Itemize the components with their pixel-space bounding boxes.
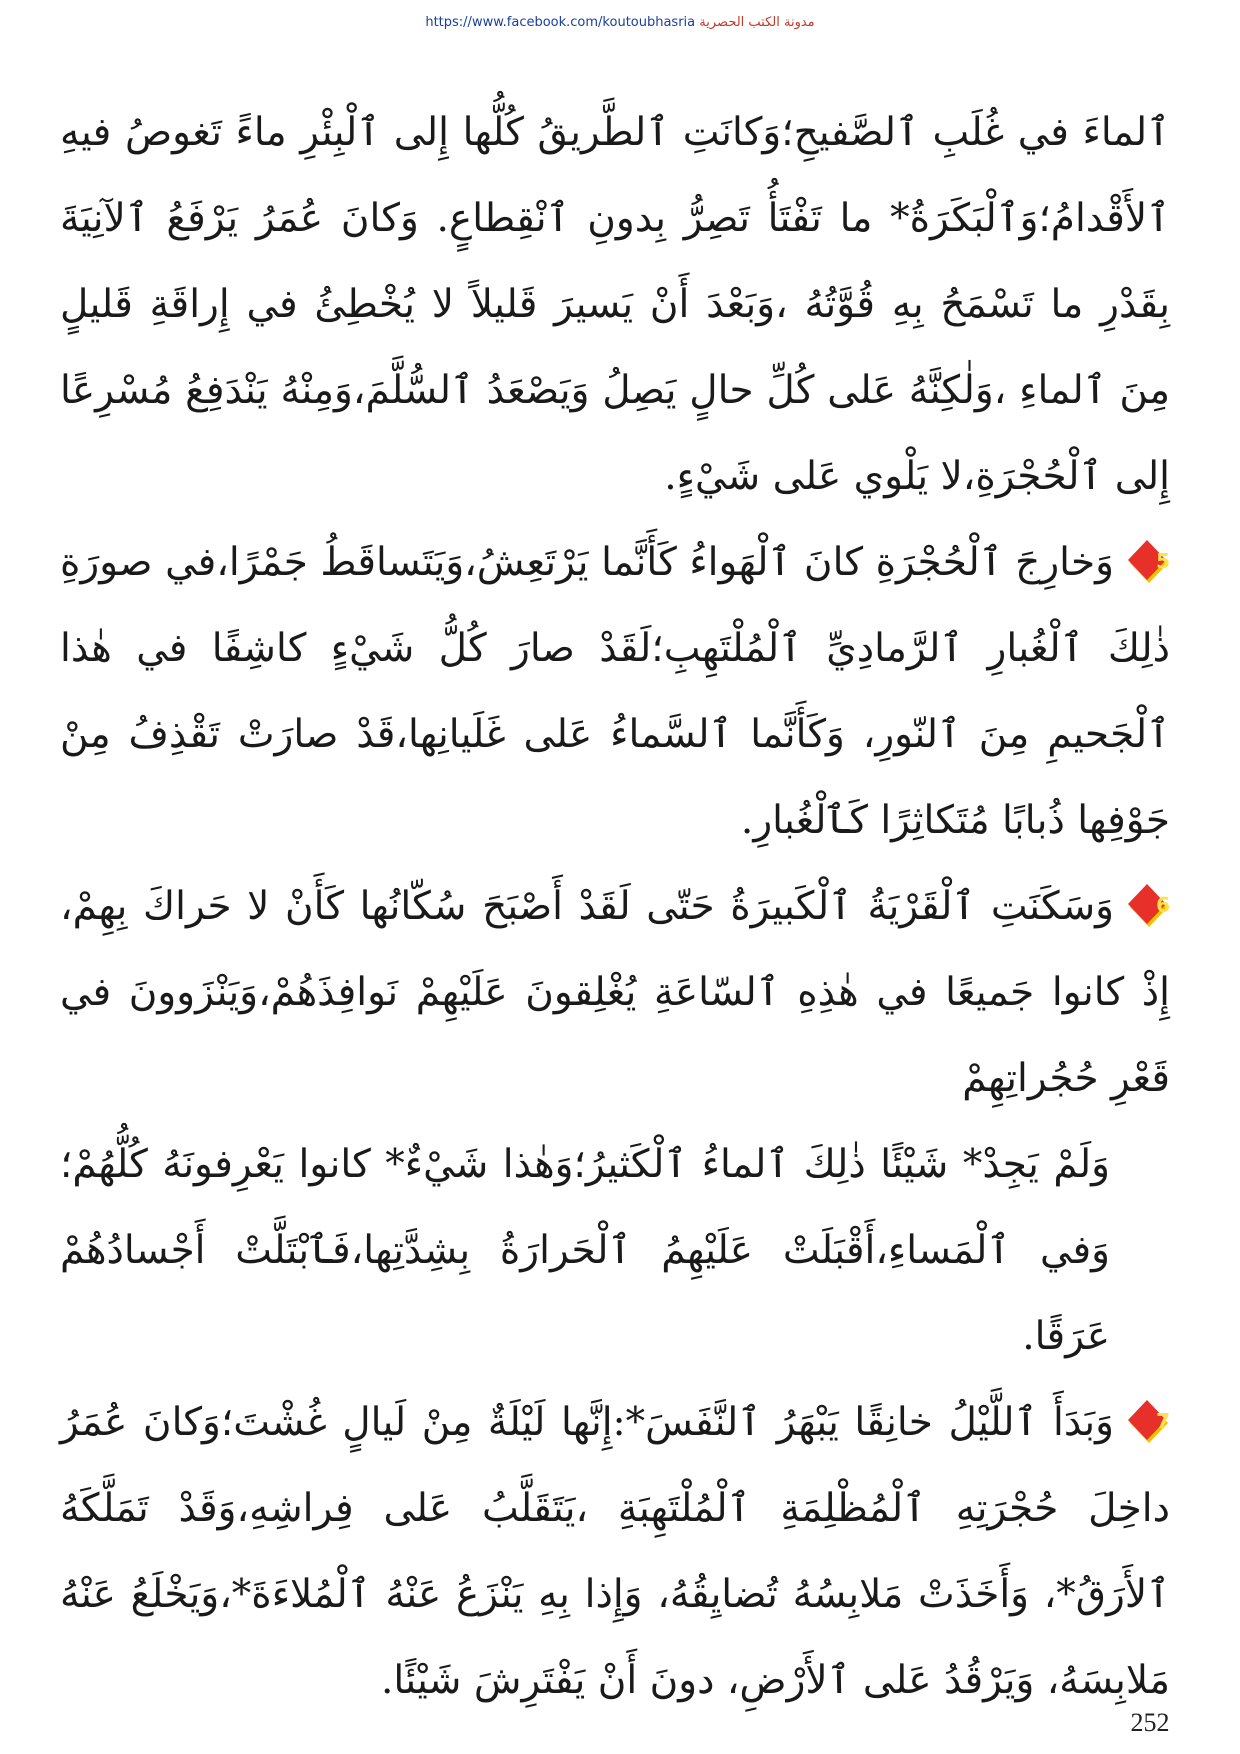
- paragraph-7: [60, 1380, 1170, 1724]
- paragraph-number: 5: [1156, 549, 1170, 573]
- paragraph-text: وَخارِجَ ٱلْحُجْرَةِ كانَ ٱلْهَواءُ كَأَنَّما يَرْتَعِشُ،وَيَتَساقَطُ جَمْرًا،في صورَةِ ذٰلِكَ ٱلْغُبارِ ٱلرَّمادِيِّ ٱلْمُلْتَهِبِ؛لَقَدْ صارَ كُلُّ شَيْءٍ كاشِفًا في هٰذا ٱلْجَحيمِ مِنَ ٱلنّورِ، وَكَأَنَّما ٱلسَّماءُ عَلى غَلَيانِها،قَدْ صارَتْ تَقْذِفُ مِنْ جَوْفِها ذُبابًا مُتَكاثِرًا كَٱلْغُبارِ.: [60, 540, 1170, 843]
- paragraph-5: [60, 520, 1170, 864]
- paragraph-6-continued: [60, 1122, 1170, 1380]
- paragraph-text: ٱلماءَ في غُلَبِ ٱلصَّفيحِ؛وَكانَتِ ٱلطَّريقُ كُلُّها إِلى ٱلْبِئْرِ ماءً تَغوصُ فيهِ ٱلأَقْدامُ؛وَٱلْبَكَرَةُ* ما تَفْتَأُ تَصِرُّ بِدونِ ٱنْقِطاعٍ. وَكانَ عُمَرُ يَرْفَعُ ٱلآنِيَةَ بِقَدْرِ ما تَسْمَحُ بِهِ قُوَّتُهُ ،وَبَعْدَ أَنْ يَسيرَ قَليلاً لا يُخْطِئُ في إِراقَةِ قَليلٍ مِنَ ٱلماءِ ،وَلٰكِنَّهُ عَلى كُلِّ حالٍ يَصِلُ وَيَصْعَدُ ٱلسُّلَّمَ،وَمِنْهُ يَنْدَفِعُ مُسْرِعًا إِلى ٱلْحُجْرَةِ،لا يَلْوي عَلى شَيْءٍ.: [60, 110, 1170, 499]
- blog-name: مدونة الكتب الحصرية: [699, 15, 815, 30]
- paragraph-text: وَبَدَأَ ٱللَّيْلُ خانِقًا يَبْهَرُ ٱلنَّفَسَ*:إِنَّها لَيْلَةٌ مِنْ لَيالٍ غُشْتَ؛وَكانَ عُمَرُ داخِلَ حُجْرَتِهِ ٱلْمُظْلِمَةِ ٱلْمُلْتَهِبَةِ ،يَتَقَلَّبُ عَلى فِراشِهِ،وَقَدْ تَمَلَّكَهُ ٱلأَرَقُ*، وَأَخَذَتْ مَلابِسُهُ تُضايِقُهُ، وَإِذا بِهِ يَنْزَعُ عَنْهُ ٱلْمُلاءَةَ*،وَيَخْلَعُ عَنْهُ مَلابِسَهُ، وَيَرْقُدُ عَلى ٱلأَرْضِ، دونَ أَنْ يَفْتَرِشَ شَيْئًا.: [60, 1400, 1170, 1703]
- body-text: [60, 90, 1170, 1724]
- paragraph-text: وَسَكَنَتِ ٱلْقَرْيَةُ ٱلْكَبيرَةُ حَتّى لَقَدْ أَصْبَحَ سُكّانُها كَأَنْ لا حَراكَ بِهِمْ، إِذْ كانوا جَميعًا في هٰذِهِ ٱلسّاعَةِ يُغْلِقونَ عَلَيْهِمْ نَوافِذَهُمْ،وَيَنْزَوونَ في قَعْرِ حُجُراتِهِمْ: [60, 884, 1170, 1101]
- paragraph-6: [60, 864, 1170, 1122]
- paragraph-number: 7: [1156, 1409, 1170, 1433]
- source-url[interactable]: https://www.facebook.com/koutoubhasria: [425, 15, 696, 30]
- page-number: 252: [1130, 1708, 1170, 1737]
- paragraph-number-badge: [1124, 882, 1170, 928]
- paragraph-continuation: [60, 90, 1170, 520]
- paragraph-number: 6: [1156, 893, 1170, 917]
- paragraph-number-badge: [1124, 538, 1170, 584]
- paragraph-text: وَلَمْ يَجِدْ* شَيْئًا ذٰلِكَ ٱلماءُ ٱلْكَثيرُ؛وَهٰذا شَيْءٌ* كانوا يَعْرِفونَهُ كُلُّهُمْ؛ وَفي ٱلْمَساءِ،أَقْبَلَتْ عَلَيْهِمُ ٱلْحَرارَةُ بِشِدَّتِها،فَٱبْتَلَّتْ أَجْسادُهُمْ عَرَقًا.: [60, 1142, 1110, 1359]
- source-header: [0, 15, 1240, 30]
- paragraph-number-badge: [1124, 1398, 1170, 1444]
